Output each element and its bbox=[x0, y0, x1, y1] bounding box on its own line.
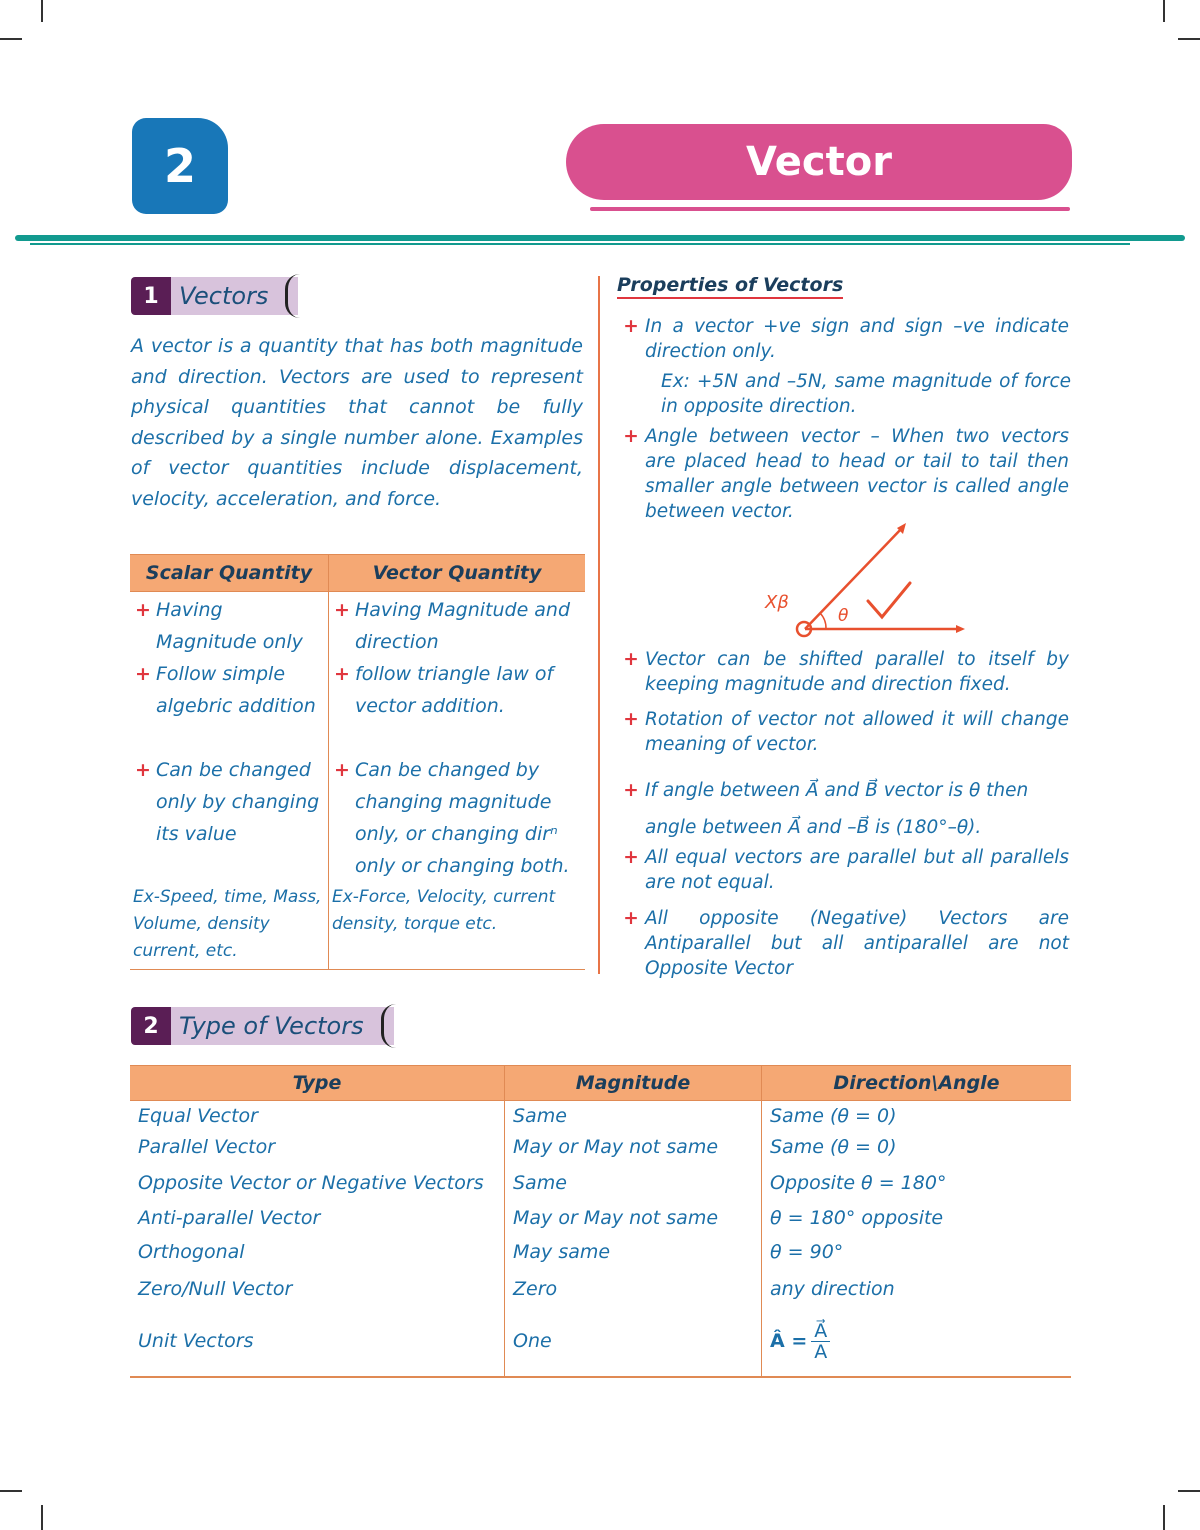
header-magnitude: Magnitude bbox=[505, 1066, 762, 1101]
property-item bbox=[617, 647, 1069, 697]
crop-mark bbox=[1163, 0, 1165, 22]
property-example-text: Ex: +5N and –5N, same magnitude of force in opposite direction. bbox=[661, 371, 1071, 417]
cell-magnitude: May or May not same bbox=[505, 1203, 762, 1233]
property-example bbox=[661, 369, 1071, 419]
table-row bbox=[130, 1233, 1071, 1271]
bullet-icon: + bbox=[334, 599, 350, 621]
cell-type: Equal Vector bbox=[130, 1101, 505, 1131]
label-theta: θ bbox=[838, 606, 849, 626]
property-item bbox=[617, 314, 1069, 364]
cell-type: Anti-parallel Vector bbox=[130, 1203, 505, 1233]
header-type: Type bbox=[130, 1066, 505, 1101]
types-table bbox=[130, 1065, 1071, 1378]
property-text: All opposite (Negative) Vectors are Antiparallel but all antiparallel are not Opposite Vector bbox=[645, 908, 1069, 979]
table-header-row bbox=[130, 1066, 1071, 1101]
table-row bbox=[130, 1101, 1071, 1131]
cell-direction: Same (θ = 0) bbox=[770, 1104, 897, 1127]
vector-item-text: Can be changed by changing magnitude only, or changing dirⁿ only or changing both. bbox=[355, 759, 570, 877]
cell-direction: Opposite θ = 180° bbox=[770, 1171, 947, 1194]
crop-mark bbox=[0, 38, 22, 40]
cell-magnitude: May same bbox=[505, 1233, 762, 1271]
cell-type: Parallel Vector bbox=[130, 1131, 505, 1163]
property-text: In a vector +ve sign and sign –ve indicate direction only. bbox=[645, 316, 1069, 362]
list-item bbox=[329, 658, 585, 722]
scalar-item-text: Having Magnitude only bbox=[156, 599, 303, 653]
bullet-icon: + bbox=[135, 759, 151, 781]
crop-mark bbox=[41, 1505, 43, 1530]
vector-item-text: Having Magnitude and direction bbox=[355, 599, 571, 653]
cell-magnitude: One bbox=[505, 1307, 762, 1377]
bullet-icon: + bbox=[623, 426, 639, 447]
crop-mark bbox=[1178, 38, 1200, 40]
header-vector: Vector Quantity bbox=[372, 562, 542, 584]
bullet-icon: + bbox=[135, 599, 151, 621]
bullet-icon: + bbox=[623, 908, 639, 929]
cell-direction: θ = 90° bbox=[770, 1240, 844, 1263]
bullet-icon: + bbox=[334, 759, 350, 781]
vector-item-text: follow triangle law of vector addition. bbox=[355, 663, 554, 717]
property-text: Angle between vector – When two vectors are placed head to head or tail to tail then smaller angle between vector is called angle between vector. bbox=[645, 426, 1069, 522]
property-item bbox=[617, 845, 1069, 895]
section-number: 1 bbox=[131, 277, 171, 315]
property-text-line: angle between A⃗ and –B⃗ is (180°–θ). bbox=[645, 817, 982, 838]
crop-mark bbox=[1163, 1505, 1165, 1530]
vectors-intro bbox=[131, 331, 583, 514]
bullet-icon: + bbox=[334, 663, 350, 685]
vector-column bbox=[329, 592, 585, 969]
formula-lhs: Â = bbox=[770, 1330, 808, 1352]
label-x-beta: Xβ bbox=[765, 592, 789, 613]
chapter-title: Vector bbox=[566, 124, 1072, 200]
bullet-icon: + bbox=[623, 649, 639, 670]
property-text: All equal vectors are parallel but all parallels are not equal. bbox=[645, 847, 1069, 893]
cell-direction bbox=[762, 1307, 1072, 1377]
table-body bbox=[130, 592, 585, 970]
formula-fraction bbox=[811, 1321, 830, 1362]
formula-denominator: A bbox=[814, 1340, 828, 1363]
list-item bbox=[130, 594, 328, 658]
table-row bbox=[130, 1203, 1071, 1233]
scalar-column bbox=[130, 592, 329, 969]
scalar-vector-table bbox=[130, 554, 585, 970]
chapter-number-badge: 2 bbox=[132, 118, 228, 214]
bullet-icon: + bbox=[623, 847, 639, 868]
crop-mark bbox=[1178, 1490, 1200, 1492]
angle-arc bbox=[820, 613, 826, 629]
list-item bbox=[329, 754, 585, 882]
scalar-item-text: Follow simple algebric addition bbox=[156, 663, 316, 717]
properties-title: Properties of Vectors bbox=[617, 274, 843, 299]
cell-magnitude: Same bbox=[505, 1101, 762, 1131]
section-title: Vectors bbox=[171, 277, 298, 315]
header-direction: Direction\Angle bbox=[762, 1066, 1072, 1101]
table-row bbox=[130, 1131, 1071, 1163]
header-divider bbox=[15, 235, 1185, 241]
list-item bbox=[130, 658, 328, 722]
section-title: Type of Vectors bbox=[171, 1007, 394, 1045]
crop-mark bbox=[0, 1490, 22, 1492]
scalar-example: Ex-Speed, time, Mass, Volume, density current, etc. bbox=[133, 887, 322, 961]
property-item bbox=[617, 772, 1069, 846]
list-item bbox=[329, 594, 585, 658]
property-text bbox=[645, 772, 1069, 846]
table-row bbox=[130, 1163, 1071, 1203]
property-text-line: If angle between A⃗ and B⃗ vector is θ then bbox=[645, 780, 1029, 801]
arrowhead-icon bbox=[956, 625, 965, 633]
cell-direction: any direction bbox=[770, 1277, 895, 1300]
bullet-icon: + bbox=[623, 780, 639, 801]
bullet-icon: + bbox=[135, 663, 151, 685]
header-divider-thin bbox=[30, 243, 1130, 245]
section-number: 2 bbox=[131, 1007, 171, 1045]
title-underline bbox=[590, 207, 1070, 211]
formula-numerator: A⃗ bbox=[811, 1321, 830, 1342]
property-text: Vector can be shifted parallel to itself by keeping magnitude and direction fixed. bbox=[645, 649, 1069, 695]
bullet-icon: + bbox=[623, 316, 639, 337]
section-heading-vectors bbox=[131, 277, 298, 315]
angle-diagram bbox=[760, 515, 980, 645]
bullet-icon: + bbox=[623, 709, 639, 730]
section-heading-type-of-vectors bbox=[131, 1007, 394, 1045]
column-divider bbox=[598, 276, 600, 974]
property-item bbox=[617, 707, 1069, 757]
header-scalar: Scalar Quantity bbox=[130, 555, 329, 591]
table-header-row bbox=[130, 554, 585, 592]
cell-magnitude: Zero bbox=[505, 1271, 762, 1307]
table-row bbox=[130, 1307, 1071, 1377]
list-item bbox=[130, 754, 328, 850]
intro-paragraph: A vector is a quantity that has both magnitude and direction. Vectors are used to represent physical quantities that cannot be fully described by a single number alone. Examples of vector quantities include displacement, velocity, acceleration, and force. bbox=[131, 335, 583, 510]
cell-type: Zero/Null Vector bbox=[130, 1271, 505, 1307]
property-text: Rotation of vector not allowed it will change meaning of vector. bbox=[645, 709, 1069, 755]
checkmark-icon bbox=[868, 583, 910, 617]
cell-direction: Same (θ = 0) bbox=[770, 1135, 897, 1158]
property-item bbox=[617, 424, 1069, 524]
cell-type: Unit Vectors bbox=[130, 1307, 505, 1377]
crop-mark bbox=[41, 0, 43, 22]
property-item bbox=[617, 906, 1069, 981]
scalar-item-text: Can be changed only by changing its value bbox=[156, 759, 320, 845]
vector-example: Ex-Force, Velocity, current density, torque etc. bbox=[332, 887, 556, 934]
cell-type: Opposite Vector or Negative Vectors bbox=[130, 1163, 505, 1203]
table-row bbox=[130, 1271, 1071, 1307]
cell-direction: θ = 180° opposite bbox=[770, 1206, 944, 1229]
cell-magnitude: May or May not same bbox=[505, 1131, 762, 1163]
cell-type: Orthogonal bbox=[130, 1233, 505, 1271]
cell-magnitude: Same bbox=[505, 1163, 762, 1203]
unit-vector-formula bbox=[770, 1321, 830, 1362]
